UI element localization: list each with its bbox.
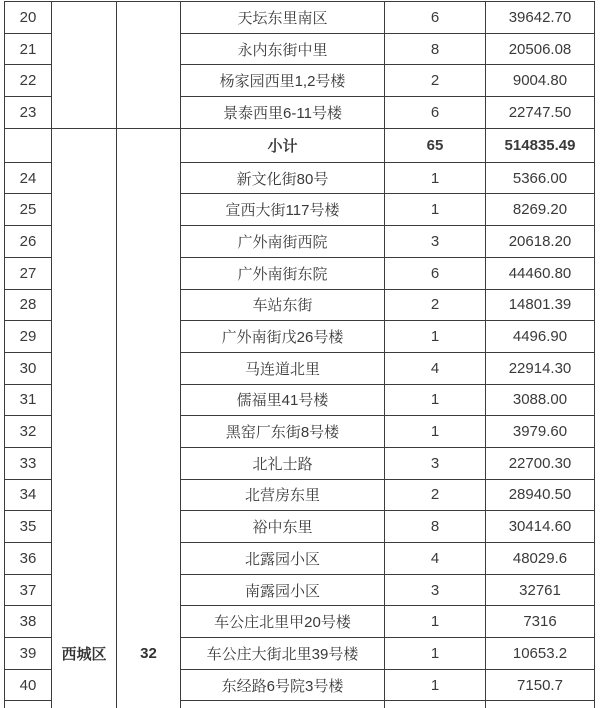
building-name-cell: 南露园小区: [181, 575, 385, 607]
floor-area-cell: 20618.20: [486, 226, 595, 258]
unit-count-cell: 1: [385, 163, 486, 195]
unit-count-cell: 2: [385, 480, 486, 512]
unit-count-cell: 1: [385, 670, 486, 702]
building-name-cell: 景泰西里6-11号楼: [181, 97, 385, 129]
unit-count-cell: [385, 701, 486, 708]
row-number-cell: 24: [5, 163, 52, 195]
floor-area-cell: [486, 701, 595, 708]
row-number-cell: 39: [5, 638, 52, 670]
floor-area-cell: 22700.30: [486, 448, 595, 480]
row-number-cell: 27: [5, 258, 52, 290]
row-number-cell: 28: [5, 290, 52, 322]
unit-count-cell: 1: [385, 385, 486, 417]
floor-area-cell: 7150.7: [486, 670, 595, 702]
district-count-cell: [117, 129, 181, 708]
unit-count-cell: 3: [385, 226, 486, 258]
unit-count-cell: 65: [385, 129, 486, 163]
row-number-cell: 33: [5, 448, 52, 480]
floor-area-cell: 32761: [486, 575, 595, 607]
row-number-cell: 26: [5, 226, 52, 258]
building-name-cell: 东经路6号院3号楼: [181, 670, 385, 702]
unit-count-cell: 8: [385, 34, 486, 66]
row-number-cell: 37: [5, 575, 52, 607]
floor-area-cell: 28940.50: [486, 480, 595, 512]
building-name-cell: 车站东街: [181, 290, 385, 322]
row-number-cell: 22: [5, 65, 52, 97]
building-name-cell: 广外南街东院: [181, 258, 385, 290]
floor-area-cell: 10653.2: [486, 638, 595, 670]
unit-count-cell: 6: [385, 97, 486, 129]
unit-count-cell: 6: [385, 2, 486, 34]
unit-count-cell: 4: [385, 353, 486, 385]
building-name-cell: 宣西大街117号楼: [181, 194, 385, 226]
row-number-cell: 40: [5, 670, 52, 702]
building-name-cell: 杨家园西里1,2号楼: [181, 65, 385, 97]
district-cell-upper: [52, 2, 117, 129]
building-name-cell: 北营房东里: [181, 480, 385, 512]
building-name-cell: 小计: [181, 129, 385, 163]
district-count-cell-upper: [117, 2, 181, 129]
row-number-cell: 29: [5, 321, 52, 353]
unit-count-cell: 2: [385, 290, 486, 322]
building-name-cell: 新文化街80号: [181, 163, 385, 195]
table-grid: [4, 1, 595, 708]
building-name-cell: 黑窑厂东街8号楼: [181, 416, 385, 448]
district-label: 西城区: [61, 645, 107, 663]
row-number-cell: 30: [5, 353, 52, 385]
unit-count-cell: 1: [385, 416, 486, 448]
floor-area-cell: 20506.08: [486, 34, 595, 66]
unit-count-cell: 1: [385, 606, 486, 638]
row-number-cell: 21: [5, 34, 52, 66]
floor-area-cell: 3979.60: [486, 416, 595, 448]
district-cell: [52, 129, 117, 708]
building-name-cell: 车公庄大街北里39号楼: [181, 638, 385, 670]
floor-area-cell: 514835.49: [486, 129, 595, 163]
floor-area-cell: 48029.6: [486, 543, 595, 575]
floor-area-cell: 7316: [486, 606, 595, 638]
unit-count-cell: 1: [385, 194, 486, 226]
unit-count-cell: 3: [385, 448, 486, 480]
unit-count-cell: 1: [385, 321, 486, 353]
unit-count-cell: 8: [385, 511, 486, 543]
building-name-cell: 天坛东里南区: [181, 2, 385, 34]
row-number-cell: 38: [5, 606, 52, 638]
floor-area-cell: 44460.80: [486, 258, 595, 290]
row-number-cell: 32: [5, 416, 52, 448]
floor-area-cell: 3088.00: [486, 385, 595, 417]
building-name-cell: 裕中东里: [181, 511, 385, 543]
building-name-cell: 广外南街戊26号楼: [181, 321, 385, 353]
row-number-cell: 25: [5, 194, 52, 226]
row-number-cell: 35: [5, 511, 52, 543]
floor-area-cell: 9004.80: [486, 65, 595, 97]
row-number-cell: 34: [5, 480, 52, 512]
row-number-cell: 31: [5, 385, 52, 417]
row-number-cell: [5, 701, 52, 708]
row-number-cell: 23: [5, 97, 52, 129]
building-name-cell: 北露园小区: [181, 543, 385, 575]
building-name-cell: 永内东街中里: [181, 34, 385, 66]
building-name-cell: 北礼士路: [181, 448, 385, 480]
floor-area-cell: 22747.50: [486, 97, 595, 129]
floor-area-cell: 30414.60: [486, 511, 595, 543]
floor-area-cell: 5366.00: [486, 163, 595, 195]
building-name-cell: 车公庄北里甲20号楼: [181, 606, 385, 638]
unit-count-cell: 3: [385, 575, 486, 607]
unit-count-cell: 2: [385, 65, 486, 97]
district-count: 32: [140, 644, 157, 662]
unit-count-cell: 6: [385, 258, 486, 290]
unit-count-cell: 1: [385, 638, 486, 670]
floor-area-cell: 14801.39: [486, 290, 595, 322]
row-number-cell: [5, 129, 52, 163]
floor-area-cell: 8269.20: [486, 194, 595, 226]
floor-area-cell: 22914.30: [486, 353, 595, 385]
building-name-cell: [181, 701, 385, 708]
building-name-cell: 马连道北里: [181, 353, 385, 385]
floor-area-cell: 4496.90: [486, 321, 595, 353]
floor-area-cell: 39642.70: [486, 2, 595, 34]
row-number-cell: 36: [5, 543, 52, 575]
unit-count-cell: 4: [385, 543, 486, 575]
building-name-cell: 儒福里41号楼: [181, 385, 385, 417]
building-name-cell: 广外南街西院: [181, 226, 385, 258]
row-number-cell: 20: [5, 2, 52, 34]
